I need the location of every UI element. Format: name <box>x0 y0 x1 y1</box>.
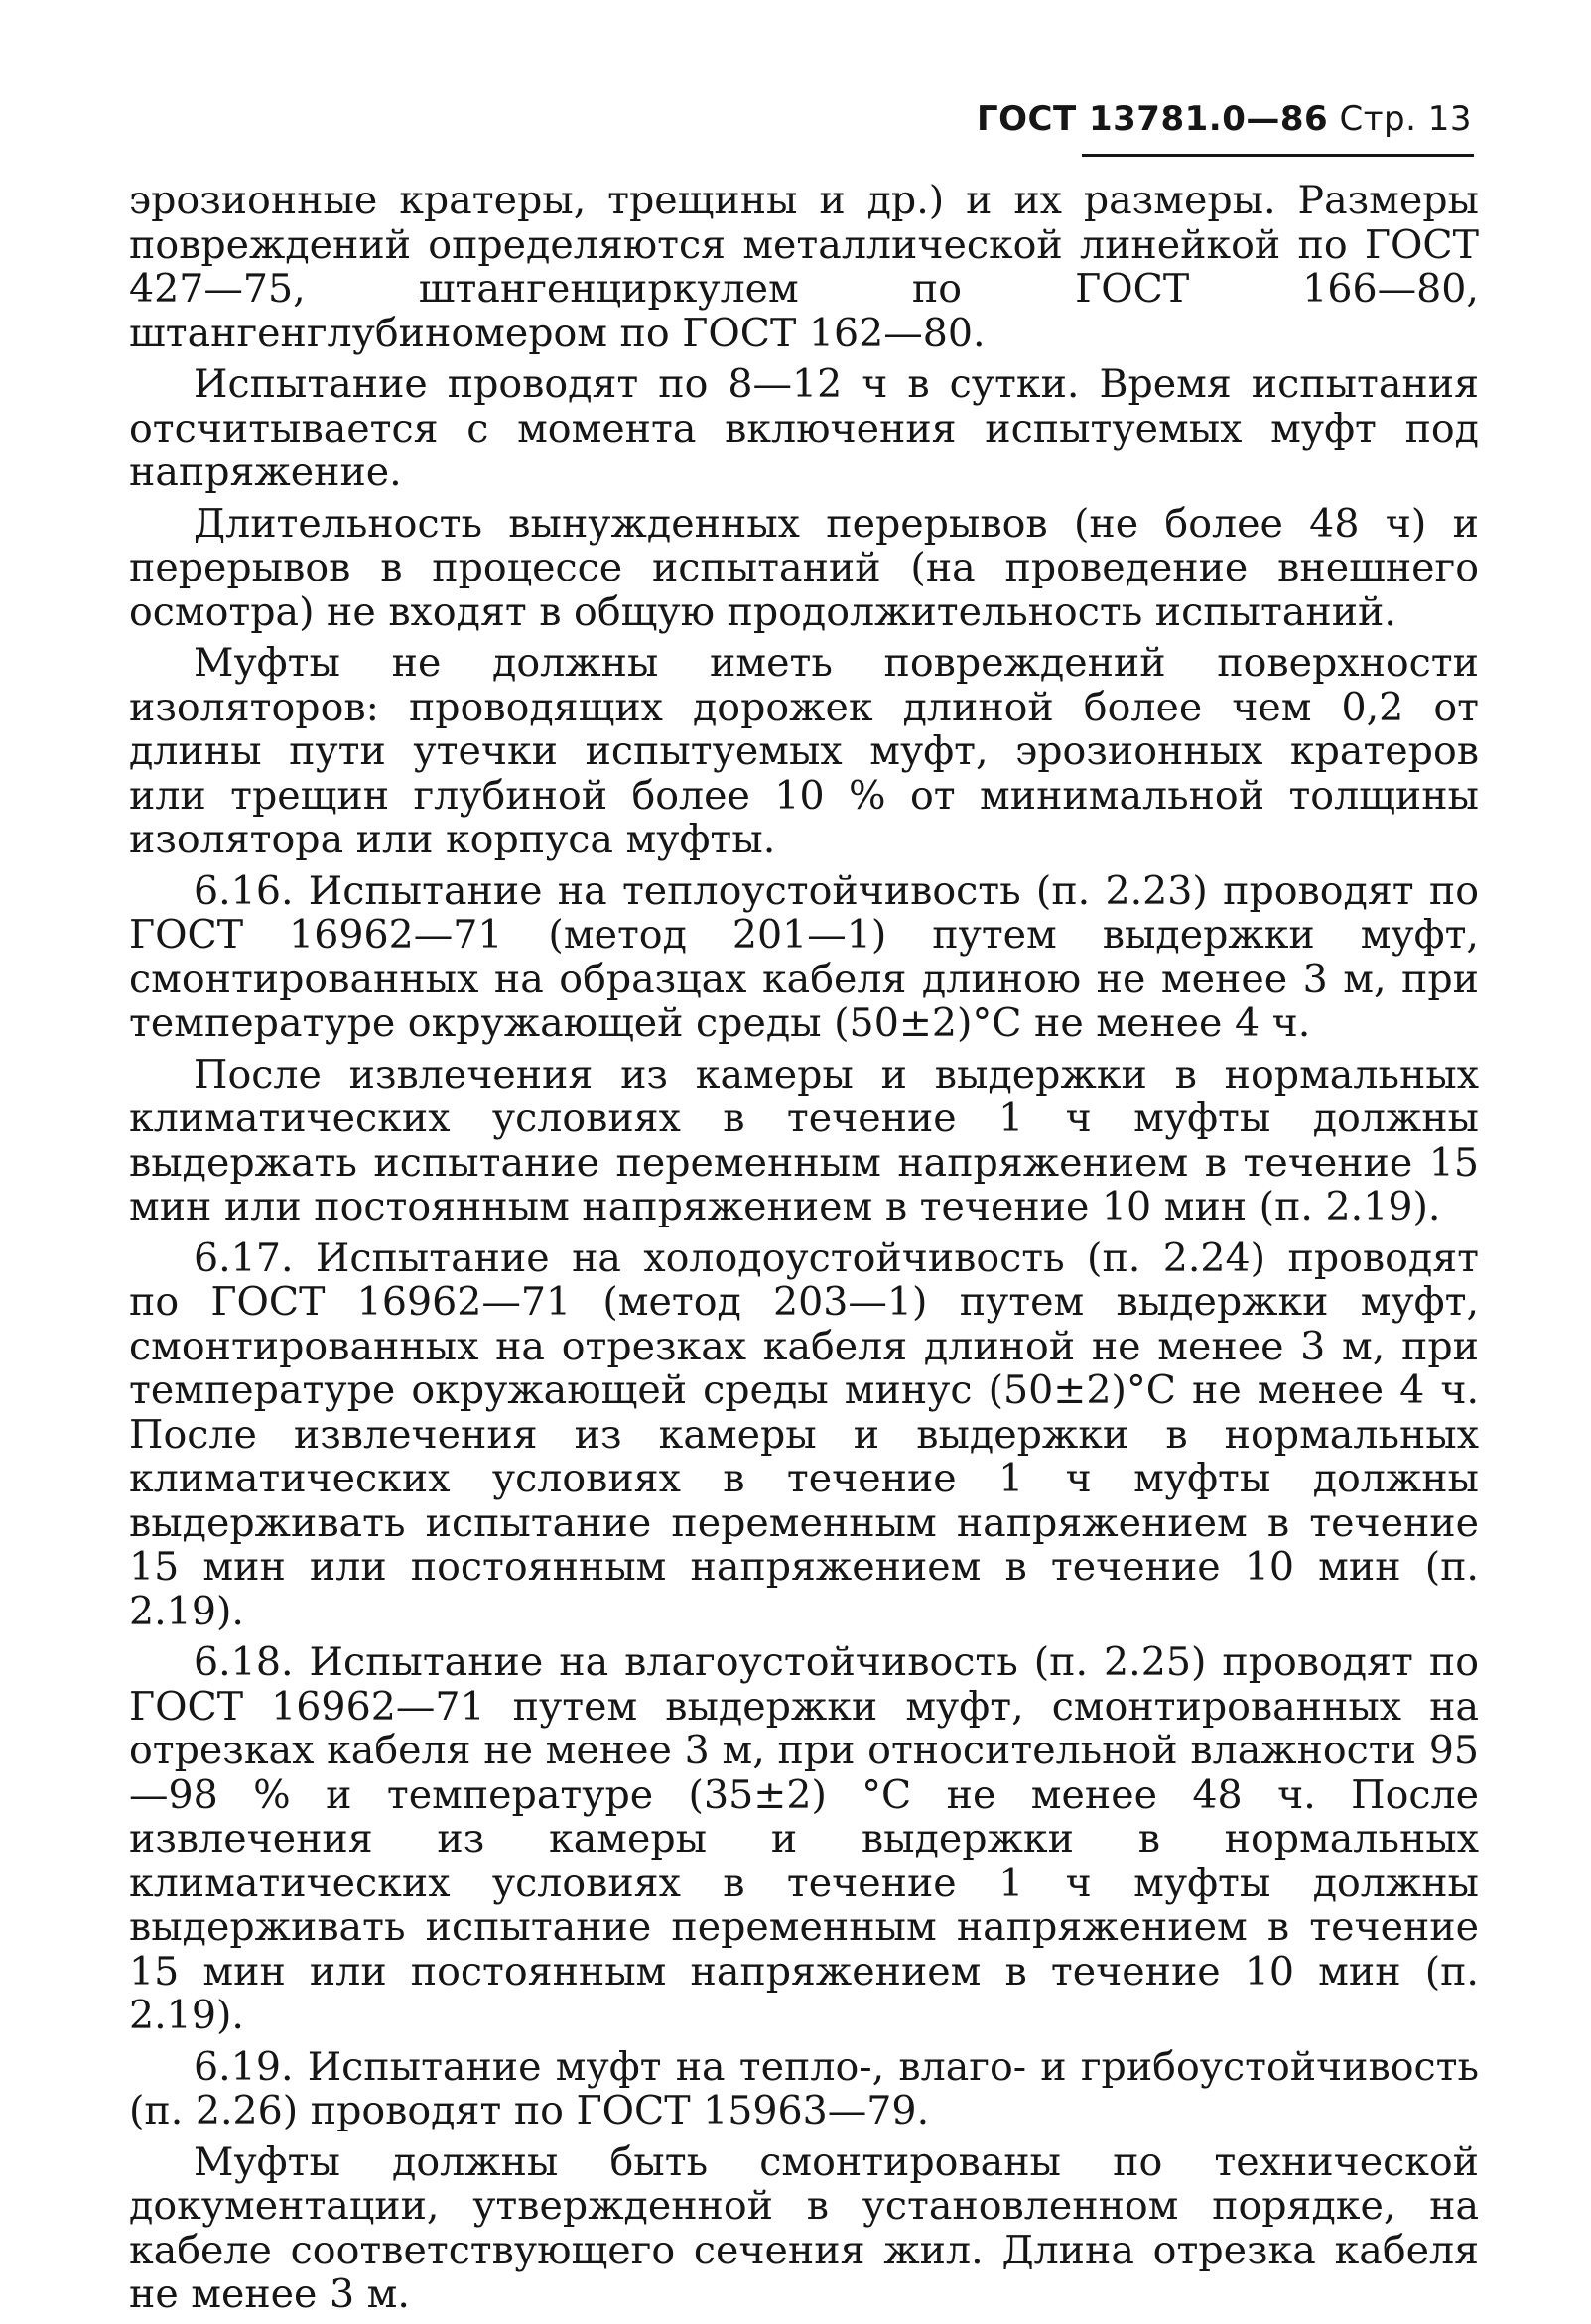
paragraph-test-duration: Испытание проводят по 8—12 ч в сутки. Время испытания отсчитывается с момента включения испытуемых муфт под напряжение. <box>129 361 1479 495</box>
standard-number: ГОСТ 13781.0—86 <box>976 99 1329 139</box>
paragraph-6-17: 6.17. Испытание на холодоустойчивость (п. 2.24) проводят по ГОСТ 16962—71 (метод 203—1) путем выдержки муфт, смонтированных на отрезках кабеля длиной не менее 3 м, при температуре окружающей среды минус (50±2)°С не менее 4 ч. После извлечения из камеры и выдержки в нормальных климатических условиях в течение 1 ч муфты должны выдерживать испытание переменным напряжением в течение 15 мин или постоянным напряжением в течение 10 мин (п. 2.19). <box>129 1234 1479 1634</box>
header-rule <box>1082 154 1474 157</box>
paragraph-mounting: Муфты должны быть смонтированы по технической документации, утвержденной в установленном порядке, на кабеле соответствующего сечения жил. Длина отрезка кабеля не менее 3 м. <box>129 2138 1479 2317</box>
paragraph-insulator-damage: Муфты не должны иметь повреждений поверхности изоляторов: проводящих дорожек длиной более чем 0,2 от длины пути утечки испытуемых муфт, эрозионных кратеров или трещин глубиной более 10 % от минимальной толщины изолятора или корпуса муфты. <box>129 640 1479 862</box>
paragraph-after-extraction: После извлечения из камеры и выдержки в нормальных климатических условиях в течение 1 ч муфты должны выдержать испытание переменным напряжением в течение 15 мин или постоянным напряжением в течение 10 мин (п. 2.19). <box>129 1051 1479 1229</box>
paragraph-6-18: 6.18. Испытание на влагоустойчивость (п. 2.25) проводят по ГОСТ 16962—71 путем выдержки муфт, смонтированных на отрезках кабеля не менее 3 м, при относительной влажности 95—98 % и температуре (35±2) °С не менее 48 ч. После извлечения из камеры и выдержки в нормальных климатических условиях в течение 1 ч муфты должны выдерживать испытание переменным напряжением в течение 15 мин или постоянным напряжением в течение 10 мин (п. 2.19). <box>129 1639 1479 2038</box>
paragraph-breaks: Длительность вынужденных перерывов (не более 48 ч) и перерывов в процессе испытаний (на проведение внешнего осмотра) не входят в общую продолжительность испытаний. <box>129 500 1479 635</box>
page-number: Стр. 13 <box>1339 99 1472 139</box>
paragraph-6-16: 6.16. Испытание на теплоустойчивость (п. 2.23) проводят по ГОСТ 16962—71 (метод 201—1) путем выдержки муфт, смонтированных на образцах кабеля длиною не менее 3 м, при температуре окружающей среды (50±2)°С не менее 4 ч. <box>129 867 1479 1046</box>
page-header <box>977 99 1472 139</box>
paragraph-6-19: 6.19. Испытание муфт на тепло-, влаго- и грибоустойчивость (п. 2.26) проводят по ГОСТ 15963—79. <box>129 2043 1479 2133</box>
paragraph-damage-sizes: эрозионные кратеры, трещины и др.) и их размеры. Размеры повреждений определяются металлической линейкой по ГОСТ 427—75, штангенциркулем по ГОСТ 166—80, штангенглубиномером по ГОСТ 162—80. <box>129 178 1479 356</box>
body-text <box>129 179 1479 2324</box>
